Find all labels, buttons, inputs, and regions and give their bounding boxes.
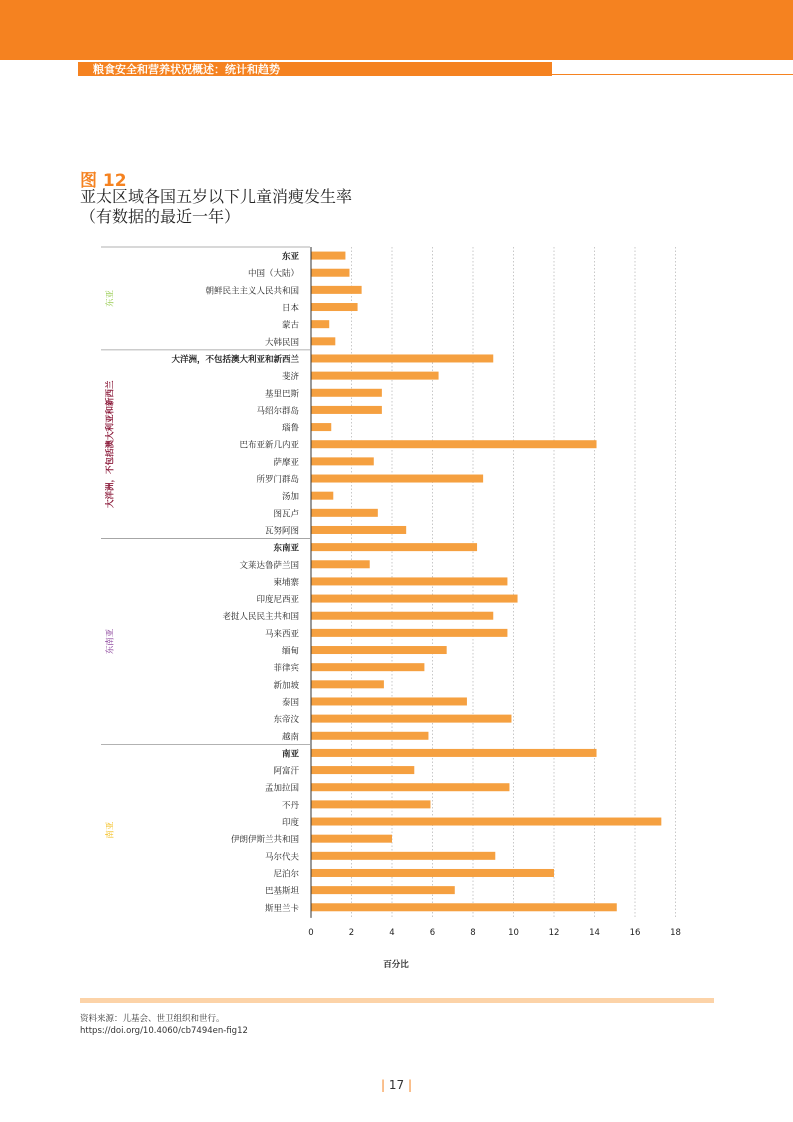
x-tick-label: 12 bbox=[548, 928, 560, 938]
group-label: 大洋洲，不包括澳大利亚和新西兰 bbox=[105, 380, 116, 508]
header-title: 粮食安全和营养状况概述：统计和趋势 bbox=[93, 63, 280, 76]
bar bbox=[311, 697, 467, 705]
bar bbox=[311, 835, 392, 843]
category-label: 大洋洲，不包括澳大利亚和新西兰 bbox=[171, 354, 299, 365]
bar bbox=[311, 252, 345, 260]
bar bbox=[311, 269, 349, 277]
category-label: 新加坡 bbox=[273, 680, 299, 691]
bar bbox=[311, 320, 329, 328]
category-label: 文莱达鲁萨兰国 bbox=[239, 560, 299, 571]
category-label: 蒙古 bbox=[281, 320, 299, 331]
x-tick-label: 18 bbox=[670, 928, 681, 938]
category-label: 印度 bbox=[281, 818, 299, 829]
page-number-value: 17 bbox=[388, 1078, 405, 1092]
bar bbox=[311, 715, 511, 723]
category-label: 菲律宾 bbox=[273, 663, 299, 674]
bar bbox=[311, 800, 430, 808]
bar bbox=[311, 543, 477, 551]
category-label: 马绍尔群岛 bbox=[256, 406, 299, 417]
category-label: 斐济 bbox=[281, 372, 299, 383]
bar bbox=[311, 663, 424, 671]
bar bbox=[311, 595, 518, 603]
page-number-separator-right: | bbox=[407, 1078, 413, 1092]
category-label: 汤加 bbox=[281, 492, 299, 503]
bar bbox=[311, 783, 509, 791]
bar bbox=[311, 406, 382, 414]
category-label: 巴基斯坦 bbox=[264, 886, 299, 897]
bar bbox=[311, 680, 384, 688]
category-label: 马尔代夫 bbox=[264, 852, 299, 863]
group-label: 南亚 bbox=[105, 821, 116, 839]
bar bbox=[311, 749, 597, 757]
bar bbox=[311, 354, 493, 362]
bar bbox=[311, 457, 374, 465]
bar bbox=[311, 440, 597, 448]
bar bbox=[311, 577, 507, 585]
category-label: 东帝汶 bbox=[273, 715, 299, 726]
category-label: 不丹 bbox=[281, 800, 299, 811]
bar bbox=[311, 612, 493, 620]
source-note bbox=[80, 1013, 248, 1037]
category-label: 南亚 bbox=[281, 749, 299, 760]
bar bbox=[311, 337, 335, 345]
category-label: 越南 bbox=[281, 732, 299, 743]
category-label: 大韩民国 bbox=[264, 337, 299, 348]
x-tick-label: 8 bbox=[470, 928, 476, 938]
source-link[interactable]: https://doi.org/10.4060/cb7494en-fig12 bbox=[80, 1026, 248, 1036]
category-label: 斯里兰卡 bbox=[264, 903, 299, 914]
x-tick-label: 2 bbox=[348, 928, 355, 938]
x-tick-label: 0 bbox=[308, 928, 314, 938]
category-label: 东亚 bbox=[281, 252, 299, 263]
bar bbox=[311, 869, 554, 877]
category-label: 瓦努阿图 bbox=[264, 526, 299, 537]
bar bbox=[311, 629, 507, 637]
x-tick-label: 10 bbox=[508, 928, 519, 938]
category-label: 泰国 bbox=[281, 697, 299, 708]
category-label: 基里巴斯 bbox=[264, 389, 299, 400]
category-label: 老挝人民民主共和国 bbox=[222, 612, 299, 623]
figure-title-line1: 亚太区域各国五岁以下儿童消瘦发生率 bbox=[80, 187, 353, 206]
category-label: 缅甸 bbox=[281, 646, 299, 657]
bar bbox=[311, 372, 439, 380]
bar bbox=[311, 475, 483, 483]
bar bbox=[311, 732, 428, 740]
bar bbox=[311, 818, 661, 826]
category-label: 阿富汗 bbox=[273, 766, 299, 777]
category-label: 萨摩亚 bbox=[273, 457, 299, 468]
x-tick-label: 6 bbox=[429, 928, 436, 938]
category-label: 柬埔寨 bbox=[273, 577, 299, 588]
bar bbox=[311, 389, 382, 397]
bar bbox=[311, 560, 370, 568]
page-number-separator-left: | bbox=[380, 1078, 386, 1092]
x-tick-label: 16 bbox=[629, 928, 641, 938]
bar bbox=[311, 903, 617, 911]
source-line1: 资料来源：儿基会、世卫组织和世行。 bbox=[80, 1014, 225, 1024]
category-label: 伊朗伊斯兰共和国 bbox=[230, 835, 299, 846]
bar bbox=[311, 509, 378, 517]
bar bbox=[311, 766, 414, 774]
category-label: 所罗门群岛 bbox=[256, 475, 299, 486]
category-label: 巴布亚新几内亚 bbox=[239, 440, 299, 451]
page-number bbox=[0, 1078, 793, 1092]
category-label: 孟加拉国 bbox=[264, 783, 299, 794]
bar bbox=[311, 886, 455, 894]
bar bbox=[311, 492, 333, 500]
bar bbox=[311, 423, 331, 431]
group-label: 东亚 bbox=[105, 289, 116, 307]
figure-title-line2: （有数据的最近一年） bbox=[80, 207, 241, 226]
bar bbox=[311, 303, 358, 311]
category-label: 东南亚 bbox=[273, 543, 299, 554]
group-label: 东南亚 bbox=[105, 628, 116, 655]
category-label: 朝鲜民主主义人民共和国 bbox=[205, 286, 299, 297]
bar bbox=[311, 526, 406, 534]
category-label: 瑙鲁 bbox=[281, 423, 299, 434]
x-axis-label: 百分比 bbox=[383, 960, 409, 970]
category-label: 印度尼西亚 bbox=[256, 595, 299, 606]
x-tick-label: 4 bbox=[389, 928, 395, 938]
figure-label: 图 12 bbox=[80, 171, 127, 191]
category-label: 图瓦卢 bbox=[273, 509, 299, 520]
x-tick-label: 14 bbox=[589, 928, 600, 938]
category-label: 中国（大陆） bbox=[247, 269, 299, 280]
category-label: 马来西亚 bbox=[264, 629, 299, 640]
category-label: 尼泊尔 bbox=[273, 869, 299, 880]
source-rule bbox=[80, 998, 714, 1003]
bar bbox=[311, 286, 362, 294]
bar bbox=[311, 646, 447, 654]
category-label: 日本 bbox=[281, 303, 299, 314]
bar bbox=[311, 852, 495, 860]
